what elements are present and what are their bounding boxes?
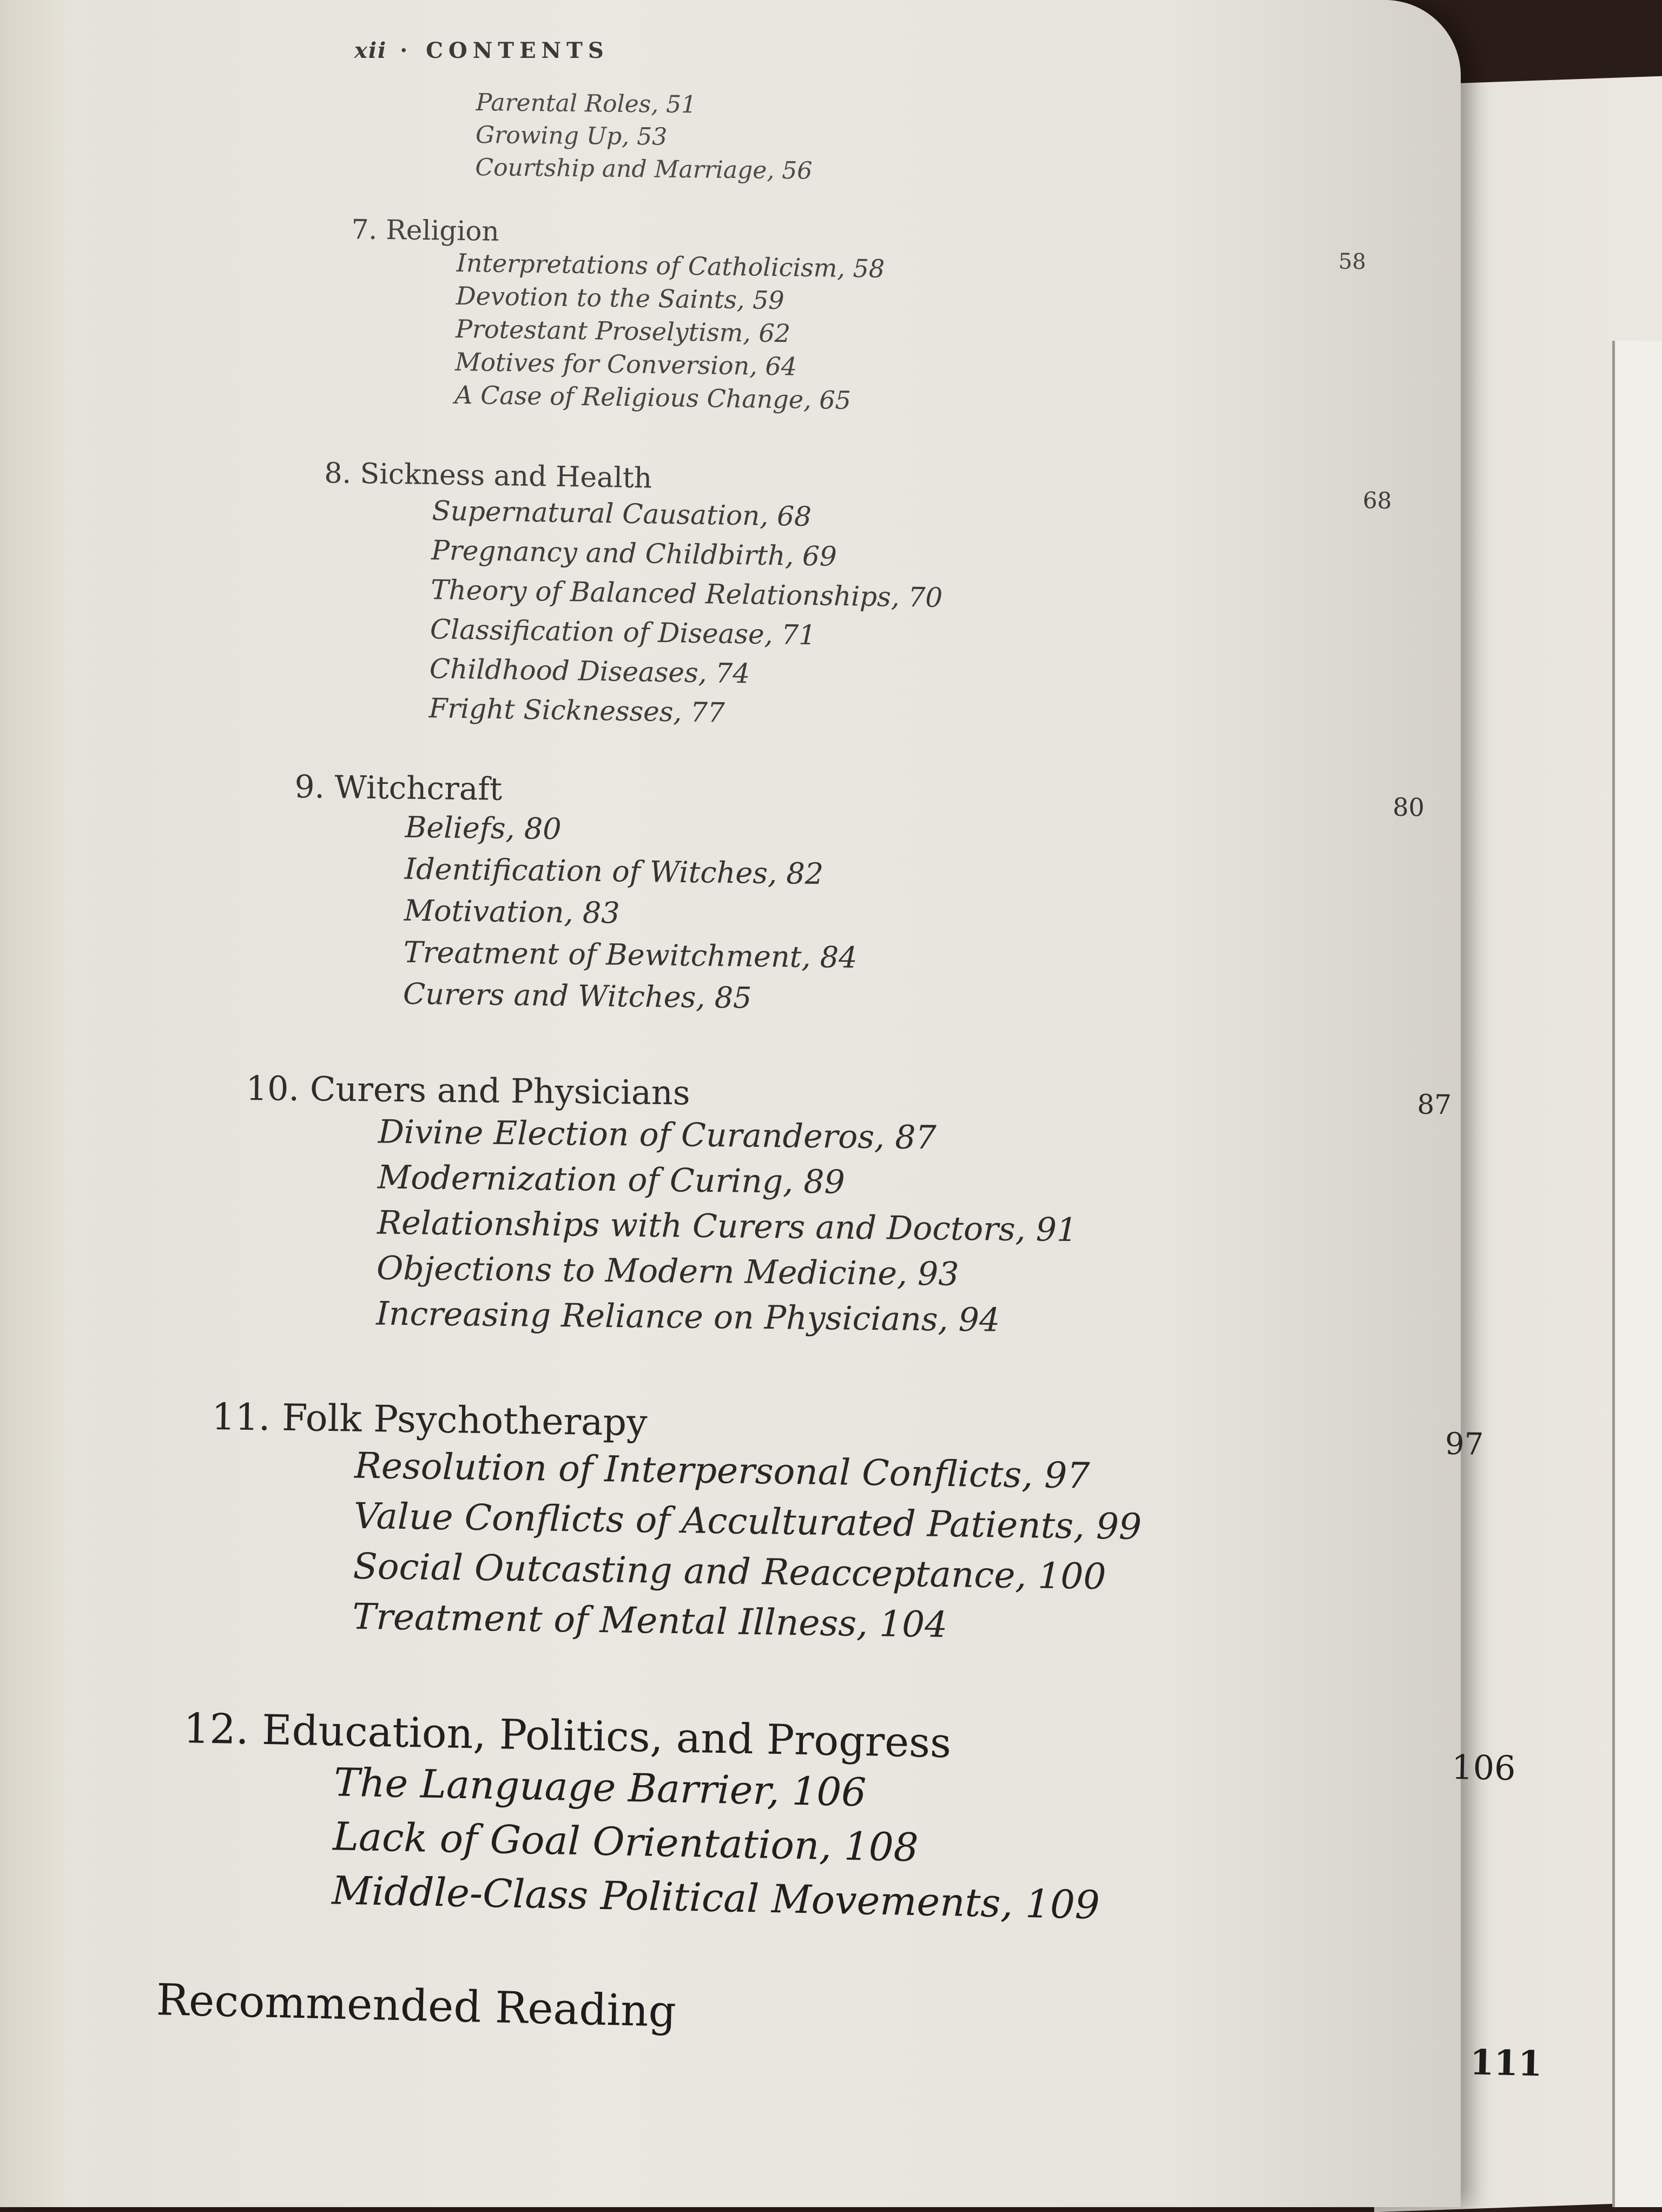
- recommended-reading-page-number: 111: [1469, 2042, 1543, 2085]
- toc-entry: Theory of Balanced Relationships, 70: [430, 574, 943, 613]
- toc-entry: Relationships with Curers and Doctors, 91: [377, 1204, 1078, 1250]
- toc-entry: Objections to Modern Medicine, 93: [376, 1249, 959, 1293]
- toc-entry: Courtship and Marriage, 56: [475, 153, 813, 185]
- toc-entry: Modernization of Curing, 89: [377, 1158, 846, 1201]
- toc-entry: Fright Sicknesses, 77: [428, 692, 726, 729]
- chapter-title: Religion: [385, 214, 500, 247]
- recommended-reading-title: Recommended Reading: [155, 1975, 677, 2037]
- chapter-9: [292, 768, 1425, 1020]
- toc-entry: Lack of Goal Orientation, 108: [332, 1813, 919, 1871]
- toc-entry: Treatment of Bewitchment, 84: [403, 935, 858, 975]
- running-header: [354, 38, 609, 63]
- chapter-page-number: 68: [1362, 487, 1392, 514]
- toc-entry: Divine Election of Curanderos, 87: [378, 1113, 936, 1157]
- chapter-heading: [246, 1068, 1452, 1121]
- inserted-sheet: [1612, 341, 1662, 2207]
- chapter-title: Witchcraft: [334, 768, 503, 808]
- chapter-12: [180, 1704, 1516, 1932]
- toc-entry: Value Conflicts of Acculturated Patients, 99: [353, 1495, 1142, 1548]
- chapter-11: [209, 1396, 1484, 1653]
- chapter-page-number: 87: [1417, 1088, 1452, 1121]
- toc-entry: Supernatural Causation, 68: [432, 495, 812, 533]
- chapter-number: 12.: [183, 1704, 249, 1754]
- chapter-number: 7.: [351, 214, 378, 246]
- chapter-title: Curers and Physicians: [309, 1069, 691, 1113]
- chapter-number: 8.: [324, 457, 352, 490]
- header-separator: ·: [400, 38, 413, 63]
- chapter-page-number: 97: [1445, 1426, 1484, 1462]
- chapter-title: Folk Psychotherapy: [281, 1396, 648, 1445]
- chapter-number: 11.: [211, 1396, 271, 1440]
- chapter-page-number: 106: [1451, 1747, 1516, 1788]
- chapter-page-number: 80: [1392, 792, 1425, 822]
- toc-entry: Devotion to the Saints, 59: [456, 281, 785, 315]
- header-page-number: xii: [354, 38, 387, 63]
- chapter-page-number: 58: [1338, 249, 1367, 275]
- page-edge-shadow: [0, 0, 119, 2207]
- chapter-8: [320, 457, 1392, 736]
- toc-entry: Treatment of Mental Illness, 104: [352, 1595, 948, 1646]
- header-title: CONTENTS: [426, 38, 609, 63]
- chapter-10: [243, 1068, 1452, 1344]
- toc-entry: Increasing Reliance on Physicians, 94: [375, 1295, 1000, 1339]
- toc-entry: Curers and Witches, 85: [403, 976, 752, 1015]
- toc-entry: The Language Barrier, 106: [333, 1759, 867, 1815]
- toc-entry: Classification of Disease, 71: [430, 613, 816, 651]
- toc-entry: Social Outcasting and Reacceptance, 100: [353, 1545, 1106, 1598]
- toc-entry: Identification of Witches, 82: [404, 851, 824, 891]
- toc-entry: Childhood Diseases, 74: [429, 653, 750, 690]
- toc-entry: Interpretations of Catholicism, 58: [456, 248, 885, 283]
- chapter-number: 9.: [294, 768, 325, 805]
- toc-entry: Motives for Conversion, 64: [454, 347, 797, 381]
- chapter-heading: [211, 1396, 1484, 1462]
- toc-entry: Pregnancy and Childbirth, 69: [431, 534, 837, 572]
- chapter-number: 10.: [246, 1068, 300, 1109]
- chapter-heading: [294, 768, 1425, 822]
- toc-entry: Growing Up, 53: [475, 121, 668, 151]
- toc-entry: Middle-Class Political Movements, 109: [331, 1867, 1100, 1928]
- toc-entry: Parental Roles, 51: [476, 88, 697, 119]
- continued-entries: [475, 87, 813, 188]
- chapter-title: Sickness and Health: [360, 458, 652, 495]
- toc-entry: Motivation, 83: [404, 893, 620, 930]
- toc-entry: Resolution of Interpersonal Conflicts, 97: [354, 1444, 1090, 1497]
- chapter-7: [349, 214, 1367, 418]
- toc-entry: A Case of Religious Change, 65: [454, 380, 852, 415]
- toc-entry: Beliefs, 80: [405, 810, 562, 847]
- toc-entry: Protestant Proselytism, 62: [455, 314, 791, 348]
- chapter-title: Education, Politics, and Progress: [261, 1705, 952, 1767]
- recommended-reading: [155, 1975, 1543, 2085]
